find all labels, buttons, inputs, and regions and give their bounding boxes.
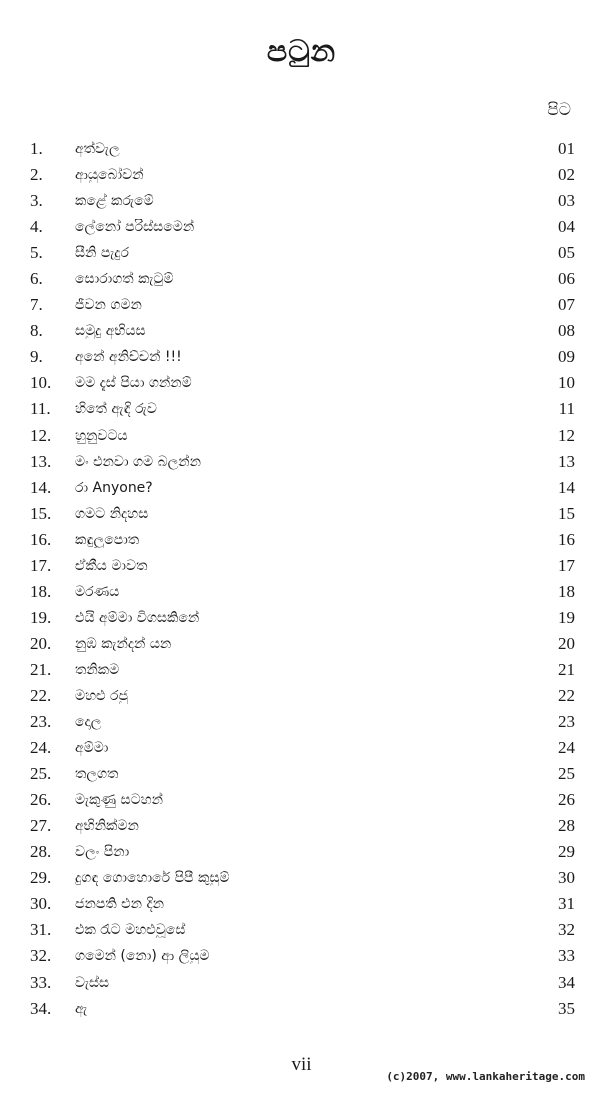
- toc-entry-page: 34: [558, 972, 575, 992]
- toc-entry-title: තලගත: [75, 766, 119, 783]
- toc-entry-page: 26: [558, 790, 575, 810]
- toc-entry-title: අම්මා: [75, 740, 109, 757]
- toc-entry: [30, 188, 575, 214]
- toc-entry-page: 08: [558, 321, 575, 341]
- toc-entry: [30, 344, 575, 370]
- toc-entry: [30, 475, 575, 501]
- toc-entry-page: 14: [558, 477, 575, 497]
- toc-entry-number: 21.: [30, 659, 52, 679]
- toc-entry: [30, 449, 575, 475]
- toc-entry-number: 25.: [30, 764, 52, 784]
- toc-entry-page: 32: [558, 920, 575, 940]
- toc-entry-number: 14.: [30, 477, 52, 497]
- toc-entry-title: ආයුබෝවන්: [75, 167, 144, 184]
- toc-entry-title: ගමෙන් (නො) ආ ලියුම: [75, 948, 210, 965]
- toc-entry-page: 33: [558, 946, 575, 966]
- toc-entry: [30, 917, 575, 943]
- toc-entry-number: 7.: [30, 295, 43, 315]
- toc-entry-title: ලේනෝ පරිස්සමෙන්: [75, 219, 195, 236]
- toc-entry-title: මරණය: [75, 583, 120, 600]
- toc-entry: [30, 396, 575, 422]
- toc-entry: [30, 891, 575, 917]
- toc-entry-title: අනේ අනිච්චන් !!!: [75, 349, 182, 366]
- toc-entry-number: 3.: [30, 191, 43, 211]
- toc-entry-page: 24: [558, 738, 575, 758]
- toc-entry-title: ඒකීය මාවත: [75, 557, 148, 574]
- toc-entry: [30, 266, 575, 292]
- toc-entry: [30, 813, 575, 839]
- copyright-notice: (c)2007, www.lankaheritage.com: [386, 1070, 585, 1083]
- toc-entry-number: 13.: [30, 451, 52, 471]
- toc-entry-page: 18: [558, 581, 575, 601]
- toc-entry-number: 19.: [30, 607, 52, 627]
- toc-entry-title: දුගඳ ගොහොරේ පිපී කුසුම්: [75, 870, 230, 887]
- toc-entry-number: 8.: [30, 321, 43, 341]
- toc-entry-number: 33.: [30, 972, 52, 992]
- toc-entry-title: ගමට නිදහස: [75, 505, 149, 522]
- toc-entry-title: ජීවන ගමන: [75, 297, 142, 314]
- toc-entry-page: 01: [558, 139, 575, 159]
- toc-entry-page: 25: [558, 764, 575, 784]
- toc-entry-number: 31.: [30, 920, 52, 940]
- toc-entry-title: එයි අම්මා විගසකිනේ: [75, 609, 200, 626]
- toc-entry-number: 28.: [30, 842, 52, 862]
- toc-entry-page: 06: [558, 269, 575, 289]
- toc-entry-page: 02: [558, 165, 575, 185]
- toc-entry-title: කඳුලුපොත: [75, 531, 140, 548]
- toc-entry-title: මං එනවා ගම බලන්න: [75, 453, 201, 470]
- toc-entry: [30, 162, 575, 188]
- toc-entry: [30, 683, 575, 709]
- toc-entry-number: 34.: [30, 998, 52, 1018]
- toc-entry-page: 23: [558, 712, 575, 732]
- toc-entry-title: වලං පිනා: [75, 844, 130, 861]
- toc-entry-page: 11: [558, 399, 575, 419]
- toc-entry: [30, 370, 575, 396]
- toc-entry-number: 20.: [30, 633, 52, 653]
- toc-entry-page: 20: [558, 633, 575, 653]
- toc-entry-page: 07: [558, 295, 575, 315]
- toc-entry-page: 10: [558, 373, 575, 393]
- toc-entry-page: 29: [558, 842, 575, 862]
- toc-entry: [30, 735, 575, 761]
- toc-entry-number: 6.: [30, 269, 43, 289]
- toc-entry: [30, 527, 575, 553]
- toc-entry-page: 22: [558, 686, 575, 705]
- toc-entry-number: 27.: [30, 816, 52, 836]
- toc-entry-number: 12.: [30, 425, 52, 445]
- toc-entry-title: සොරාගත් කැටුම්: [75, 271, 174, 288]
- toc-entry: [30, 318, 575, 344]
- toc-entry-number: 17.: [30, 555, 52, 575]
- table-of-contents: [30, 136, 575, 1022]
- toc-entry: [30, 709, 575, 735]
- toc-entry: [30, 214, 575, 240]
- toc-entry: [30, 839, 575, 865]
- toc-entry: [30, 579, 575, 605]
- toc-entry-number: 16.: [30, 529, 52, 549]
- toc-entry-title: මම දැස් පියා ගන්නම්: [75, 375, 192, 392]
- toc-entry-page: 19: [558, 607, 575, 627]
- toc-entry-number: 22.: [30, 686, 52, 705]
- toc-entry: [30, 501, 575, 527]
- toc-entry-page: 30: [558, 868, 575, 888]
- toc-entry-page: 16: [558, 529, 575, 549]
- toc-entry-number: 32.: [30, 946, 52, 966]
- toc-entry-title: හිතේ ඇඳි රුව: [75, 401, 157, 418]
- toc-entry-page: 15: [558, 503, 575, 523]
- toc-entry-number: 30.: [30, 894, 52, 914]
- toc-entry: [30, 970, 575, 996]
- toc-entry-title: ඇ: [75, 1000, 88, 1017]
- toc-entry-number: 1.: [30, 139, 43, 159]
- toc-entry-title: අත්වැල: [75, 141, 120, 158]
- toc-entry-number: 23.: [30, 712, 52, 732]
- toc-entry: [30, 240, 575, 266]
- toc-entry-page: 13: [558, 451, 575, 471]
- toc-entry-page: 09: [558, 347, 575, 367]
- toc-entry: [30, 996, 575, 1022]
- toc-entry-title: මහළු රජු: [75, 688, 128, 704]
- toc-entry-page: 35: [558, 998, 575, 1018]
- toc-entry-title: හුනුවටය: [75, 427, 128, 444]
- toc-entry: [30, 136, 575, 162]
- toc-entry-title: දොල: [75, 714, 102, 731]
- toc-entry-title: ජනපති එන දින: [75, 896, 165, 913]
- toc-entry-number: 2.: [30, 165, 43, 185]
- toc-entry: [30, 761, 575, 787]
- toc-entry-number: 18.: [30, 581, 52, 601]
- toc-entry-number: 4.: [30, 217, 43, 237]
- toc-entry-number: 5.: [30, 243, 43, 263]
- toc-entry-title: සීනි පැදුර: [75, 245, 129, 262]
- page-title: පටුන: [266, 34, 337, 69]
- toc-entry: [30, 292, 575, 318]
- toc-entry-title: නුඹ කැන්දන් යන: [75, 635, 172, 652]
- toc-entry: [30, 631, 575, 657]
- toc-entry-title: රා Anyone?: [75, 479, 153, 496]
- toc-entry-page: 05: [558, 243, 575, 263]
- toc-entry-number: 24.: [30, 738, 52, 758]
- toc-entry-number: 26.: [30, 790, 52, 810]
- toc-entry: [30, 865, 575, 891]
- toc-entry-title: කළේ කරුමේ: [75, 193, 154, 210]
- toc-entry-page: 17: [558, 555, 575, 575]
- toc-entry: [30, 943, 575, 969]
- toc-entry-title: මැකුණු සටහන්: [75, 792, 164, 809]
- toc-entry: [30, 423, 575, 449]
- toc-entry-page: 31: [558, 894, 575, 914]
- toc-entry-page: 21: [558, 659, 575, 679]
- toc-entry-number: 10.: [30, 373, 52, 393]
- toc-entry-title: සමුදු අභියස: [75, 323, 146, 340]
- page-folio: vii: [291, 1054, 312, 1075]
- toc-entry: [30, 605, 575, 631]
- toc-entry-page: 03: [558, 191, 575, 211]
- toc-entry: [30, 787, 575, 813]
- toc-entry-title: අභිනික්මන: [75, 818, 139, 835]
- toc-entry-page: 28: [558, 816, 575, 836]
- toc-entry-title: තනිකම: [75, 661, 120, 678]
- page-number-column-header: පිට: [547, 100, 571, 120]
- toc-entry: [30, 553, 575, 579]
- toc-entry: [30, 657, 575, 683]
- toc-entry-number: 15.: [30, 503, 52, 523]
- toc-entry-page: 04: [558, 217, 575, 237]
- toc-entry-page: 12: [558, 425, 575, 445]
- toc-entry-title: වැස්ස: [75, 974, 110, 991]
- toc-entry-title: එක රැට මහළුවූසේ: [75, 922, 186, 939]
- toc-entry-number: 29.: [30, 868, 52, 888]
- toc-entry-number: 9.: [30, 347, 43, 367]
- toc-entry-number: 11.: [30, 399, 51, 419]
